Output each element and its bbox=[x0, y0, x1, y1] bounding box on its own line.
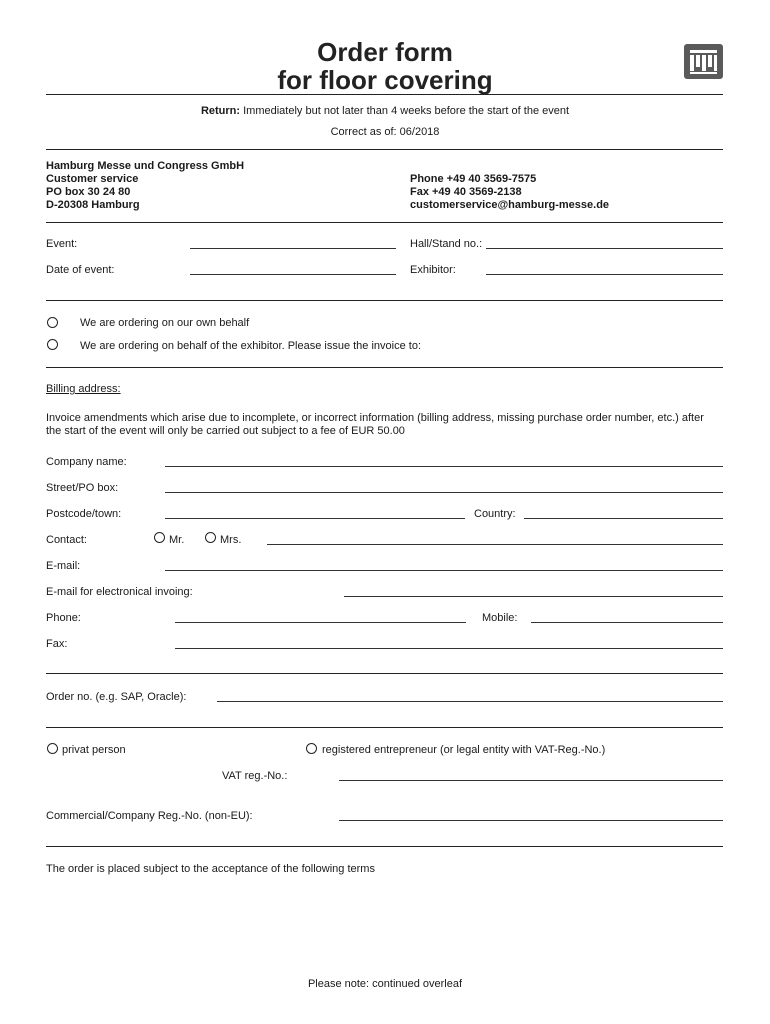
country-label: Country: bbox=[474, 508, 516, 520]
date-of-event-label: Date of event: bbox=[46, 264, 115, 276]
continued-note: Please note: continued overleaf bbox=[307, 978, 463, 990]
billing-address-heading: Billing address: bbox=[46, 383, 121, 395]
billing-notice-line1: Invoice amendments which arise due to incomplete, or incorrect information (billing address, missing purchase order number, etc.) after bbox=[46, 412, 704, 424]
billing-notice-line2: the start of the event will only be carried out subject to a fee of EUR 50.00 bbox=[46, 425, 405, 437]
fax-field[interactable] bbox=[175, 648, 723, 649]
divider bbox=[46, 673, 723, 674]
own-behalf-label: We are ordering on our own behalf bbox=[80, 317, 250, 329]
return-label: Return: bbox=[200, 105, 241, 117]
phone-label: Phone: bbox=[46, 612, 81, 624]
postcode-field[interactable] bbox=[165, 518, 465, 519]
fax-label: Fax: bbox=[46, 638, 68, 650]
email-label: E-mail: bbox=[46, 560, 81, 572]
exhibitor-behalf-radio[interactable] bbox=[47, 339, 58, 350]
exhibitor-field[interactable] bbox=[486, 274, 723, 275]
form-title-line1: Order form bbox=[317, 37, 453, 67]
phone-field[interactable] bbox=[175, 622, 466, 623]
exhibitor-behalf-label: We are ordering on behalf of the exhibitor. Please issue the invoice to: bbox=[80, 340, 422, 352]
company-department: Customer service bbox=[46, 173, 139, 185]
mrs-radio[interactable] bbox=[205, 532, 216, 543]
divider bbox=[46, 846, 723, 847]
terms-text: The order is placed subject to the acceptance of the following terms bbox=[46, 863, 375, 875]
event-label: Event: bbox=[46, 238, 78, 250]
entrepreneur-radio[interactable] bbox=[306, 743, 317, 754]
date-of-event-field[interactable] bbox=[190, 274, 396, 275]
postcode-label: Postcode/town: bbox=[46, 508, 122, 520]
company-name-field[interactable] bbox=[165, 466, 723, 467]
order-no-field[interactable] bbox=[217, 701, 723, 702]
form-title-line2: for floor covering bbox=[277, 65, 493, 95]
private-person-label: privat person bbox=[62, 744, 126, 756]
order-no-label: Order no. (e.g. SAP, Oracle): bbox=[46, 691, 187, 703]
divider bbox=[46, 149, 723, 150]
email-invoicing-label: E-mail for electronical invoing: bbox=[46, 586, 193, 598]
mobile-label: Mobile: bbox=[482, 612, 518, 624]
correct-as-of: Correct as of: 06/2018 bbox=[330, 126, 440, 138]
event-field[interactable] bbox=[190, 248, 396, 249]
divider bbox=[46, 727, 723, 728]
company-fax: Fax +49 40 3569-2138 bbox=[410, 186, 522, 198]
entrepreneur-label: registered entrepreneur (or legal entity with VAT-Reg.-No.) bbox=[322, 744, 606, 756]
email-field[interactable] bbox=[165, 570, 723, 571]
street-field[interactable] bbox=[165, 492, 723, 493]
hall-stand-field[interactable] bbox=[486, 248, 723, 249]
hamburg-messe-logo-icon bbox=[684, 44, 723, 79]
mobile-field[interactable] bbox=[531, 622, 723, 623]
company-phone: Phone +49 40 3569-7575 bbox=[410, 173, 537, 185]
mrs-label: Mrs. bbox=[220, 534, 242, 546]
return-instructions bbox=[0, 105, 770, 118]
divider bbox=[46, 94, 723, 95]
own-behalf-radio[interactable] bbox=[47, 317, 58, 328]
company-city: D-20308 Hamburg bbox=[46, 199, 140, 211]
hall-stand-label: Hall/Stand no.: bbox=[410, 238, 483, 250]
divider bbox=[46, 367, 723, 368]
email-invoicing-field[interactable] bbox=[344, 596, 723, 597]
company-name-label: Company name: bbox=[46, 456, 127, 468]
private-person-radio[interactable] bbox=[47, 743, 58, 754]
mr-label: Mr. bbox=[169, 534, 185, 546]
contact-label: Contact: bbox=[46, 534, 87, 546]
company-po-box: PO box 30 24 80 bbox=[46, 186, 131, 198]
company-email: customerservice@hamburg-messe.de bbox=[410, 199, 610, 211]
vat-reg-field[interactable] bbox=[339, 780, 723, 781]
divider bbox=[46, 222, 723, 223]
commercial-reg-label: Commercial/Company Reg.-No. (non-EU): bbox=[46, 810, 253, 822]
contact-field[interactable] bbox=[267, 544, 723, 545]
mr-radio[interactable] bbox=[154, 532, 165, 543]
vat-reg-label: VAT reg.-No.: bbox=[222, 770, 288, 782]
street-label: Street/PO box: bbox=[46, 482, 119, 494]
company-name: Hamburg Messe und Congress GmbH bbox=[46, 160, 245, 172]
divider bbox=[46, 300, 723, 301]
exhibitor-label: Exhibitor: bbox=[410, 264, 456, 276]
return-text: Immediately but not later than 4 weeks before the start of the event bbox=[243, 105, 570, 117]
commercial-reg-field[interactable] bbox=[339, 820, 723, 821]
country-field[interactable] bbox=[524, 518, 723, 519]
